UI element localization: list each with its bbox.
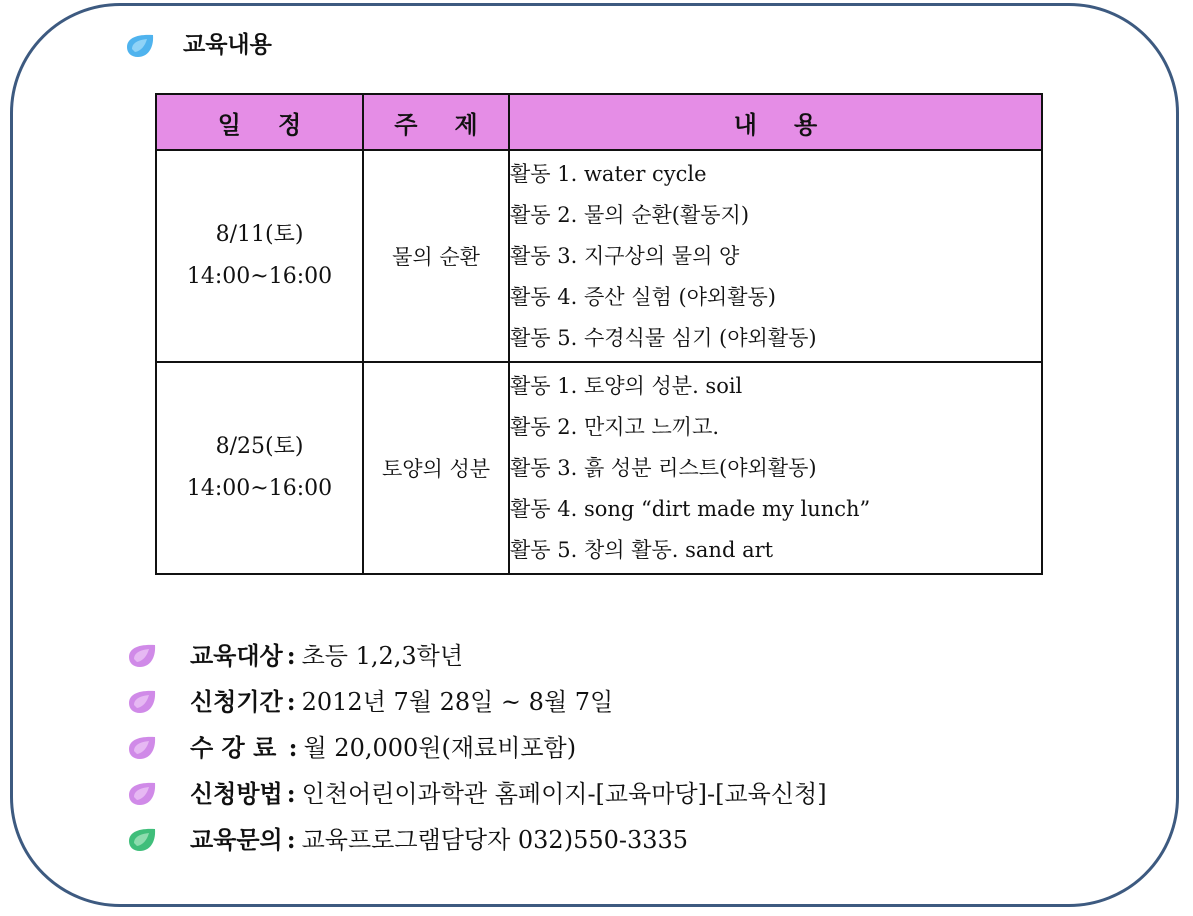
session-time: 14:00~16:00 <box>186 476 333 501</box>
info-value: 초등 1,2,3학년 <box>301 642 464 670</box>
table-row <box>156 362 1042 574</box>
session-date: 8/25(토) <box>215 434 304 459</box>
session-time: 14:00~16:00 <box>186 264 333 289</box>
session-date: 8/11(토) <box>215 222 304 247</box>
header-schedule: 일 정 <box>156 94 363 150</box>
purple-leaf-bullet-icon <box>127 643 157 669</box>
purple-leaf-bullet-icon <box>127 689 157 715</box>
schedule-table <box>155 93 1043 575</box>
info-separator: : <box>286 687 296 716</box>
info-separator: : <box>286 779 296 808</box>
activity-item: 활동 4. song “dirt made my lunch” <box>510 497 871 521</box>
info-separator: : <box>286 641 296 670</box>
theme-cell: 물의 순환 <box>363 150 509 362</box>
schedule-cell <box>156 150 363 362</box>
activity-list <box>510 151 1041 361</box>
activity-item: 활동 5. 창의 활동. sand art <box>510 538 774 562</box>
info-method <box>190 776 827 812</box>
activities-cell <box>509 150 1042 362</box>
activity-item: 활동 1. water cycle <box>510 162 707 186</box>
header-content: 내 용 <box>509 94 1042 150</box>
section-title: 교육내용 <box>183 32 272 58</box>
info-label: 교육대상 <box>190 642 283 670</box>
table-header-row <box>156 94 1042 150</box>
header-theme: 주 제 <box>363 94 509 150</box>
activity-item: 활동 3. 지구상의 물의 양 <box>510 244 740 268</box>
info-target <box>190 638 463 674</box>
theme-cell: 토양의 성분 <box>363 362 509 574</box>
info-value: 인천어린이과학관 홈페이지-[교육마당]-[교육신청] <box>301 780 827 808</box>
activity-item: 활동 3. 흙 성분 리스트(야외활동) <box>510 456 817 480</box>
table-row <box>156 150 1042 362</box>
activity-item: 활동 1. 토양의 성분. soil <box>510 374 743 398</box>
info-label: 수 강 료 <box>190 734 285 762</box>
purple-leaf-bullet-icon <box>127 735 157 761</box>
info-separator: : <box>286 825 296 854</box>
activities-cell <box>509 362 1042 574</box>
info-value: 2012년 7월 28일 ~ 8월 7일 <box>301 688 614 716</box>
info-separator: : <box>288 733 298 762</box>
info-contact <box>190 822 688 858</box>
schedule-cell <box>156 362 363 574</box>
activity-item: 활동 4. 증산 실험 (야외활동) <box>510 285 776 309</box>
info-fee <box>190 730 576 766</box>
info-value: 월 20,000원(재료비포함) <box>303 734 577 762</box>
purple-leaf-bullet-icon <box>127 781 157 807</box>
activity-item: 활동 2. 물의 순환(활동지) <box>510 203 750 227</box>
info-label: 신청기간 <box>190 688 283 716</box>
info-value: 교육프로그램담당자 032)550-3335 <box>301 826 689 854</box>
info-label: 신청방법 <box>190 780 283 808</box>
green-leaf-bullet-icon <box>127 827 157 853</box>
activity-list <box>510 363 1041 573</box>
blue-leaf-bullet-icon <box>125 33 155 59</box>
activity-item: 활동 5. 수경식물 심기 (야외활동) <box>510 326 817 350</box>
info-period <box>190 684 613 720</box>
info-label: 교육문의 <box>190 826 283 854</box>
activity-item: 활동 2. 만지고 느끼고. <box>510 415 720 439</box>
